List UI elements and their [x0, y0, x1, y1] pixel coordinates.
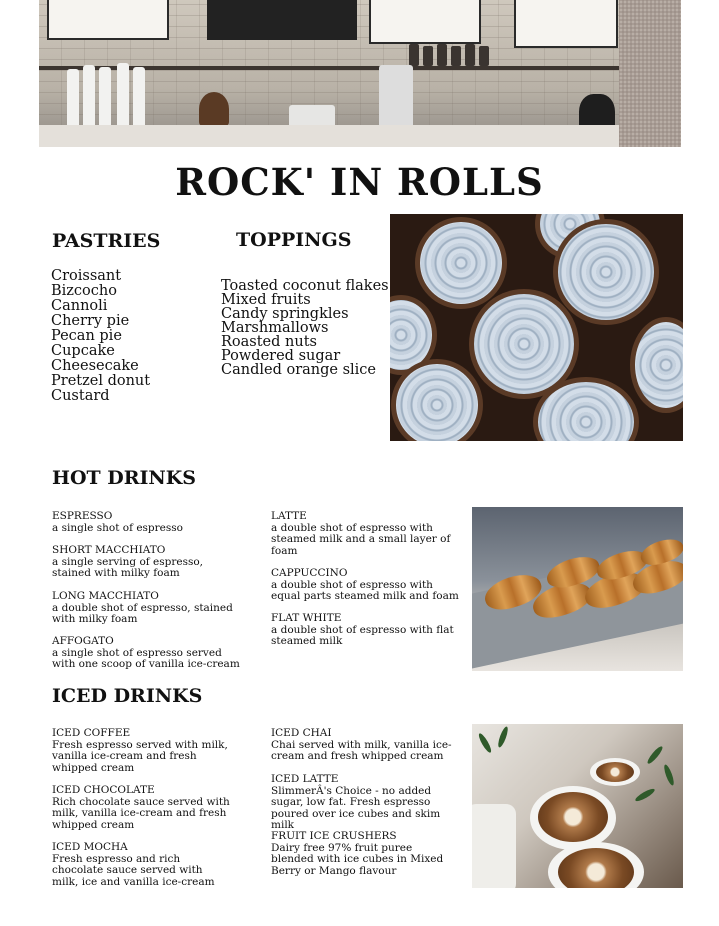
- person-silhouette: [199, 92, 229, 126]
- list-item: Pretzel donut: [51, 373, 151, 389]
- page-title: ROCK' IN ROLLS: [175, 160, 544, 204]
- list-item: Cherry pie: [51, 313, 130, 329]
- pillar: [619, 0, 681, 147]
- drink-name: FRUIT ICE CRUSHERS: [271, 830, 397, 842]
- menu-item: [52, 545, 242, 580]
- drink-description: Dairy free 97% fruit puree blended with ice cubes in Mixed Berry or Mango flavour: [271, 841, 444, 877]
- drink-description: Chai served with milk, vanilla ice-cream and fresh whipped cream: [271, 738, 452, 762]
- drink-description: a double shot of espresso with steamed milk and a small layer of foam: [271, 521, 451, 557]
- menu-item: [52, 842, 232, 888]
- list-item: Mixed fruits: [221, 292, 311, 308]
- drink-description: a double shot of espresso, stained with milky foam: [52, 601, 233, 625]
- menu-item: [271, 831, 456, 877]
- list-item: Powdered sugar: [221, 348, 341, 364]
- drink-name: LONG MACCHIATO: [52, 590, 159, 602]
- menu-board-left: [47, 0, 169, 40]
- chalkboard-sign: [207, 0, 357, 40]
- iced-drinks-heading: ICED DRINKS: [52, 685, 203, 707]
- list-item: Candled orange slice: [221, 362, 377, 378]
- menu-item: [271, 774, 461, 832]
- list-item: Marshmallows: [221, 320, 329, 336]
- coffee-cups-photo: [472, 724, 683, 888]
- list-item: Toasted coconut flakes: [221, 278, 389, 294]
- menu-item: [271, 511, 461, 557]
- list-item: Candy springkles: [221, 306, 349, 322]
- drink-description: a double shot of espresso with equal parts steamed milk and foam: [271, 578, 459, 602]
- toppings-list: [221, 279, 389, 377]
- drink-description: a single serving of espresso, stained with milky foam: [52, 555, 204, 579]
- drink-description: SlimmerÂ's Choice - no added sugar, low fat. Fresh espresso poured over ice cubes and skim milk: [271, 784, 441, 831]
- list-item: Custard: [51, 388, 110, 404]
- pastries-heading: PASTRIES: [52, 230, 161, 252]
- menu-item: [52, 511, 242, 534]
- drink-name: CAPPUCCINO: [271, 567, 348, 579]
- menu-board-right: [514, 0, 618, 48]
- menu-item: [52, 785, 232, 831]
- menu-item: [52, 636, 242, 671]
- list-item: Pecan pie: [51, 328, 122, 344]
- drink-description: Fresh espresso served with milk, vanilla ice-cream and fresh whipped cream: [52, 738, 228, 774]
- hot-drinks-heading: HOT DRINKS: [52, 467, 197, 489]
- list-item: Croissant: [51, 268, 122, 284]
- menu-item: [271, 613, 461, 648]
- drink-name: AFFOGATO: [52, 635, 114, 647]
- list-item: Cupcake: [51, 343, 115, 359]
- drink-name: ICED LATTE: [271, 773, 339, 785]
- toppings-heading: TOPPINGS: [236, 229, 352, 251]
- menu-item: [52, 591, 242, 626]
- cupcakes-photo: [390, 214, 683, 441]
- list-item: Roasted nuts: [221, 334, 317, 350]
- drink-name: ICED CHOCOLATE: [52, 784, 155, 796]
- drink-name: LATTE: [271, 510, 307, 522]
- menu-item: [271, 568, 461, 603]
- drink-name: FLAT WHITE: [271, 612, 342, 624]
- croissants-photo: [472, 507, 683, 671]
- drink-name: ICED CHAI: [271, 727, 332, 739]
- list-item: Cannoli: [51, 298, 108, 314]
- menu-item: [271, 728, 461, 763]
- drink-description: a double shot of espresso with flat steamed milk: [271, 623, 454, 647]
- menu-board-center: [369, 0, 481, 44]
- pastries-list: [51, 269, 150, 404]
- list-item: Bizcocho: [51, 283, 117, 299]
- drink-name: SHORT MACCHIATO: [52, 544, 166, 556]
- cafe-counter-photo: [39, 0, 681, 147]
- drink-description: Fresh espresso and rich chocolate sauce served with milk, ice and vanilla ice-cream: [52, 852, 215, 888]
- drink-description: Rich chocolate sauce served with milk, vanilla ice-cream and fresh whipped cream: [52, 795, 230, 831]
- drink-name: ESPRESSO: [52, 510, 113, 522]
- drink-name: ICED MOCHA: [52, 841, 128, 853]
- drink-description: a single shot of espresso: [52, 521, 183, 534]
- menu-item: [52, 728, 232, 774]
- list-item: Cheesecake: [51, 358, 139, 374]
- drink-description: a single shot of espresso served with one scoop of vanilla ice-cream: [52, 646, 240, 670]
- drink-name: ICED COFFEE: [52, 727, 131, 739]
